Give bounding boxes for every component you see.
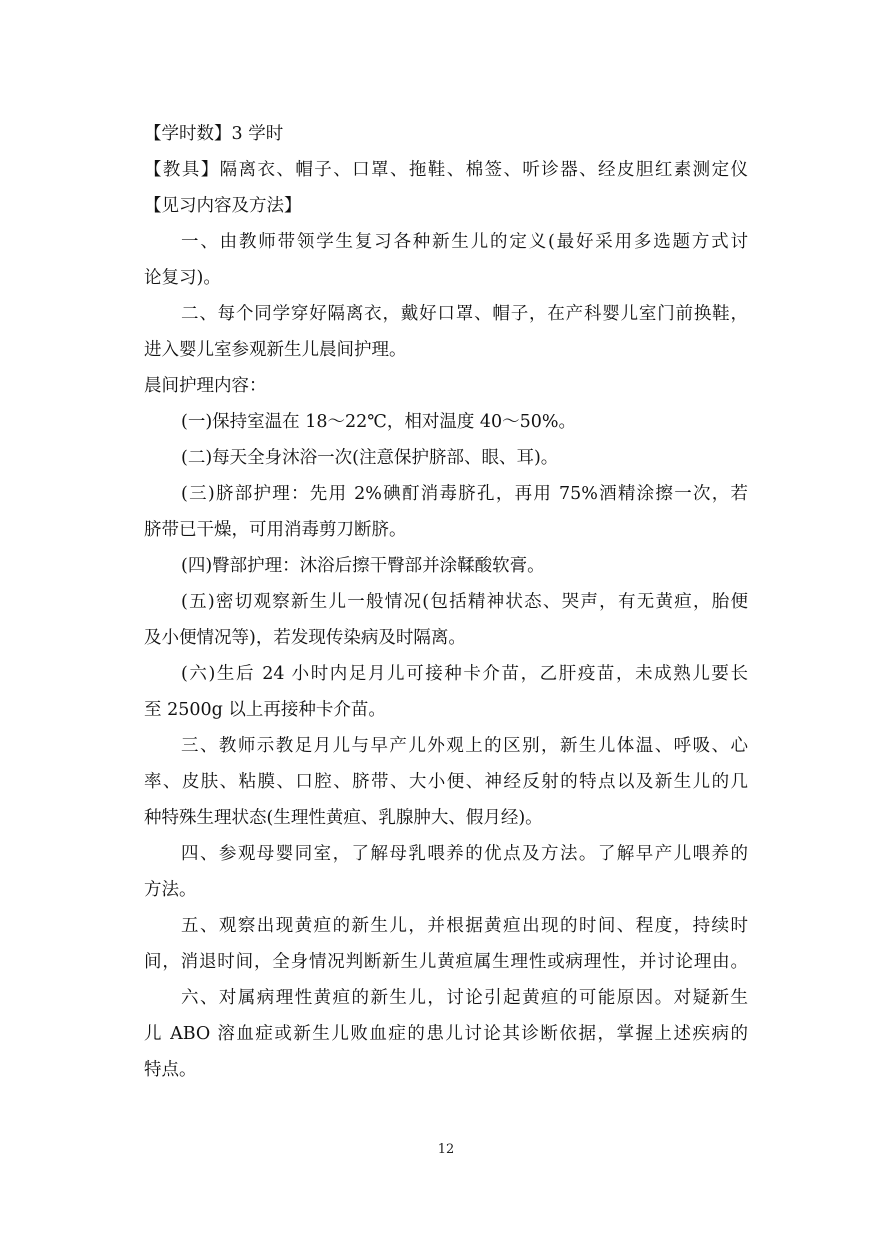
paragraph-line: 一、由教师带领学生复习各种新生儿的定义(最好采用多选题方式讨: [181, 232, 748, 252]
paragraph-line: (三)脐部护理：先用 2%碘酊消毒脐孔，再用 75%酒精涂擦一次，若: [181, 484, 748, 504]
paragraph-line: (二)每天全身沐浴一次(注意保护脐部、眼、耳)。: [181, 448, 559, 468]
paragraph-line: (五)密切观察新生儿一般情况(包括精神状态、哭声，有无黄疸，胎便: [181, 592, 748, 612]
page-number: 12: [437, 1142, 455, 1157]
class-hours-line: 【学时数】3 学时: [144, 124, 284, 144]
paragraph-line: 五、观察出现黄疸的新生儿，并根据黄疸出现的时间、程度，持续时: [181, 916, 748, 936]
practice-content-heading: 【见习内容及方法】: [144, 196, 302, 216]
paragraph-line: 至 2500g 以上再接种卡介苗。: [144, 700, 386, 720]
paragraph-line: 儿 ABO 溶血症或新生儿败血症的患儿讨论其诊断依据，掌握上述疾病的: [144, 1024, 748, 1044]
paragraph-line: 脐带已干燥，可用消毒剪刀断脐。: [144, 520, 407, 540]
paragraph-line: 方法。: [144, 880, 197, 900]
teaching-tools-line: 【教具】隔离衣、帽子、口罩、拖鞋、棉签、听诊器、经皮胆红素测定仪: [144, 160, 748, 180]
paragraph-line: 四、参观母婴同室，了解母乳喂养的优点及方法。了解早产儿喂养的: [181, 844, 748, 864]
paragraph-line: (四)臀部护理：沐浴后擦干臀部并涂鞣酸软膏。: [181, 556, 545, 576]
paragraph-line: 率、皮肤、粘膜、口腔、脐带、大小便、神经反射的特点以及新生儿的几: [144, 772, 748, 792]
morning-care-heading: 晨间护理内容：: [144, 376, 267, 396]
paragraph-line: 种特殊生理状态(生理性黄疸、乳腺肿大、假月经)。: [144, 808, 543, 828]
document-body: [144, 116, 748, 1088]
paragraph-line: (六)生后 24 小时内足月儿可接种卡介苗，乙肝疫苗，未成熟儿要长: [181, 664, 748, 684]
paragraph-line: 及小便情况等)，若发现传染病及时隔离。: [144, 628, 466, 648]
paragraph-line: 二、每个同学穿好隔离衣，戴好口罩、帽子，在产科婴儿室门前换鞋，: [181, 304, 748, 324]
paragraph-line: 六、对属病理性黄疸的新生儿，讨论引起黄疸的可能原因。对疑新生: [181, 988, 748, 1008]
paragraph-line: 特点。: [144, 1060, 197, 1080]
paragraph-line: 进入婴儿室参观新生儿晨间护理。: [144, 340, 407, 360]
paragraph-line: 三、教师示教足月儿与早产儿外观上的区别，新生儿体温、呼吸、心: [181, 736, 748, 756]
paragraph-line: (一)保持室温在 18～22℃，相对温度 40～50%。: [181, 412, 577, 432]
paragraph-line: 论复习)。: [144, 268, 221, 288]
paragraph-line: 间，消退时间，全身情况判断新生儿黄疸属生理性或病理性，并讨论理由。: [144, 952, 748, 972]
